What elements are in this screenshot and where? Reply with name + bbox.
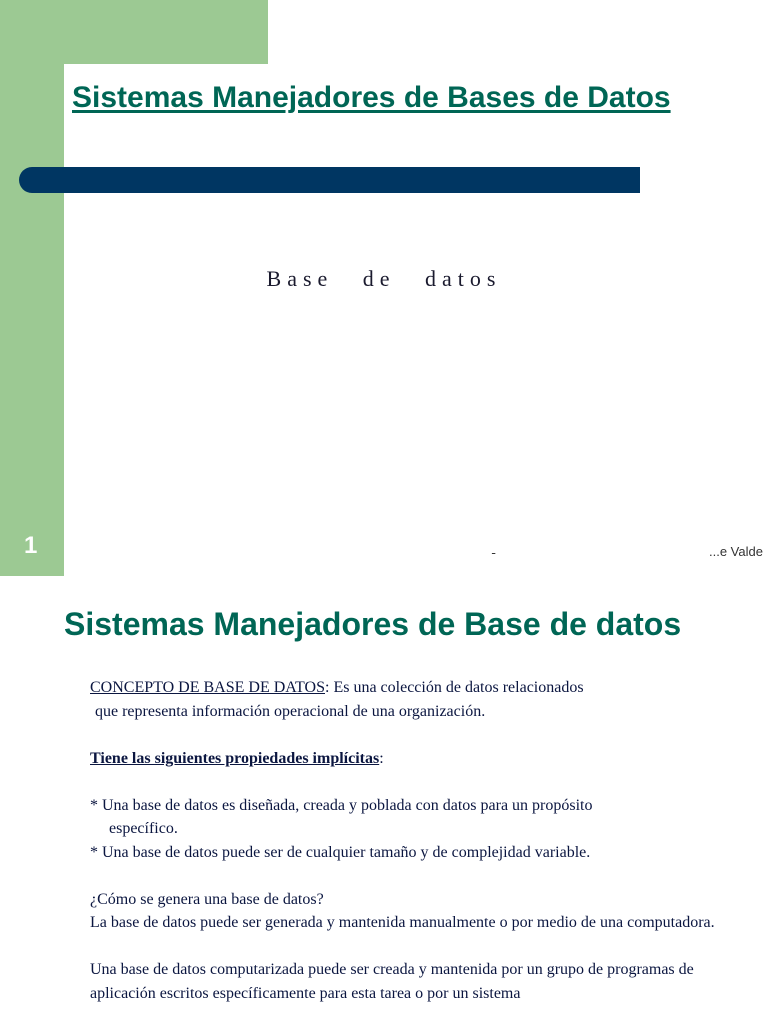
propiedades-colon: : bbox=[379, 749, 384, 767]
computerized-text: Una base de datos computarizada puede ser creada y mantenida por un grupo de programas de aplicación escritos específicamente para esta tarea o por un sistema bbox=[90, 961, 694, 1002]
propiedades-label: Tiene las siguientes propiedades implícitas bbox=[90, 749, 380, 767]
slide-2-title: Sistemas Manejadores de Base de datos bbox=[64, 606, 682, 642]
concepto-label: CONCEPTO DE BASE DE DATOS bbox=[90, 679, 325, 696]
concepto-text: : Es una colección de datos relacionados bbox=[325, 679, 584, 696]
footer-left-text: ـ bbox=[492, 545, 496, 557]
concepto-line-2: que representa información operacional de una organización. bbox=[95, 702, 486, 720]
slide-1-subtitle: Base de datos bbox=[266, 266, 502, 291]
footer-author: ...e Valde bbox=[709, 544, 763, 559]
title-underline-bar bbox=[19, 167, 640, 193]
slide-number: 1 bbox=[24, 532, 38, 559]
bullet-1-continued: específico. bbox=[109, 820, 178, 837]
slide-2-body bbox=[90, 676, 750, 1005]
concepto-paragraph bbox=[90, 676, 750, 700]
propiedades-paragraph bbox=[90, 747, 750, 771]
green-top-block bbox=[64, 0, 268, 64]
answer-text: La base de datos puede ser generada y mantenida manualmente o por medio de una computadora. bbox=[90, 914, 715, 931]
slide-1-title: Sistemas Manejadores de Bases de Datos bbox=[72, 81, 671, 114]
question-text: ¿Cómo se genera una base de datos? bbox=[90, 890, 324, 908]
slide-2 bbox=[0, 576, 768, 1024]
bullet-2: * Una base de datos puede ser de cualquier tamaño y de complejidad variable. bbox=[90, 843, 591, 861]
bullet-1: * Una base de datos es diseñada, creada y poblada con datos para un propósito bbox=[90, 796, 593, 814]
